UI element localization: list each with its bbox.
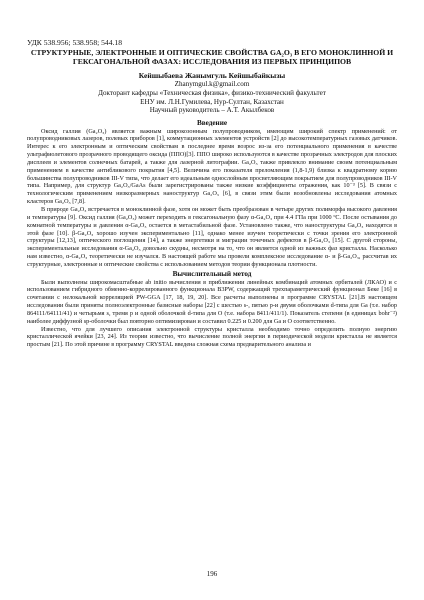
intro-paragraph-2: В природе Ga₂O₃ встречается в моноклинной фазе, хотя он может быть преобразован в четыре других полиморфа высокого давления и температуры [9]. Оксид галлия (Ga₂O₃) может переходить в гексагональную фазу α-Ga₂O₃ при 4.4 ГПа при 1000 ºС. После остывания до комнатной температуры и давления α-Ga₂O₃ остается в метастабильной фазе. Установлено также, что наноструктуры Ga₂O₃ находятся в этой фазе [10]. β-Ga₂O₃ хорошо изучен экспериментально [11], однако менее изучен теоретически с точки зрения его электронной структуры [12,13], оптического поглощения [14], а также энергетики и миграции точечных дефектов в β-Ga₂O₃ [15]. С другой стороны, экспериментальные исследования α-Ga₂O₃ довольно скудны, несмотря на то, что он является одной из важных фаз кристалла. Насколько нам известно, α-Ga₂O₃ теоретически не изучался. В настоящей работе мы провели комплексное исследование α- и β-Ga₂O₃, рассчитав их структурные, электронные и оптические свойства с использованием методов теории функционала плотности. (27, 206, 397, 268)
section-heading-method: Вычислительный метод (172, 269, 252, 278)
section-heading-intro: Введение (196, 118, 228, 127)
author-email: Zhanymgul.k@gmail.com (174, 80, 250, 89)
udc-code: УДК 538.956; 538.958; 544.18 (27, 38, 123, 47)
supervisor-line: Научный руководитель – А.Т. Акылбеков (149, 106, 275, 115)
affiliation-line-2: ЕНУ им. Л.Н.Гумилева, Нур-Султан, Казахстан (140, 97, 284, 106)
paper-title: СТРУКТУРНЫЕ, ЭЛЕКТРОННЫЕ И ОПТИЧЕСКИЕ СВОЙСТВА GA₂O₃ В ЕГО МОНОКЛИННОЙ И ГЕКСАГОНАЛЬНОЙ ФАЗАХ: ИССЛЕДОВАНИЯ ИЗ ПЕРВЫХ ПРИНЦИПОВ (30, 48, 394, 67)
affiliation-line-1: Докторант кафедры «Техническая физика», физико-технический факультет (98, 89, 326, 97)
method-paragraph-2: Известно, что для лучшего описания электронной структуры кристалла необходимо точно определить полную энергию кристаллической ячейки [23, 24]. Из теории известно, что вычисление полной энергии в периодической модели кристалла не является простым [21]. По этой причине в программу CRYSTAL введена сложная схема предварительного анализа и (27, 325, 397, 349)
intro-paragraph-1: Оксид галлия (Ga₂O₃) является важным широкозонным полупроводником, имеющим широкий спектр применений: от полупроводниковых лазеров, полевых приборов [1], коммутационных элементов устройств [2] до высокотемпературных газовых датчиков. Интерес к его электронным и оптическим свойствам в последнее время возрос из-за его потенциального применения в качестве ультрафиолетового прозрачного проводящего оксида (ППО)[3]. ППО широко используются в качестве прозрачных электродов для плоских дисплеев и элементов солнечных батарей, а также для лазерной литографии. Ga₂O₃ также привлекло внимание своим потенциальным применением в качестве антибликового покрытия [4,5]. Величина его показателя преломления (1,8-1,9) близка к квадратному корню большинства полупроводников III-V типа, что делает его идеальным однослойным просветляющим покрытием для полупроводников III-V типа. Например, для структур Ga₂O₃/GaAs были зарегистрированы также низкие коэффициенты отражения, как 10⁻³ [5]. В связи с технологическим применением низкоразмерных наноструктур Ga₂O₃ [6], в связи этим были возобновлены исследования атомных кластеров Ga₂O₃ [7,8]. (27, 127, 397, 206)
method-paragraph-1: Были выполнены широкомасштабные ab initio вычисления в приближении линейных комбинаций атомных орбиталей (ЛКАО) и с использованием гибридного обменно-коррелированного функционала B3PW, содержащий трехпараметрический функционал Беке [16] в сочетании с нелокальной корреляцией PW-GGA [17, 18, 19, 20]. Все расчеты выполнены в программе CRYSTAL [21].В настоящем исследовании были приняты полноэлектронные базисные наборы [22] с шестью s-, пятью p-и двумя оболочками d-типа для Ga (т.е. набор 864111/64111/41) и четырьмя s, тремя p и одной оболочкой d-типа для O (т.е. набора 8411/411/1). Показатель степени (в единицах bohr⁻²) наиболее диффузной sp-оболочки был повторно оптимизирован и составил 0.225 и 0.200 для Ga и O соответственно. (27, 278, 397, 325)
author-name: Кейшыбаева Жанымгуль Кейшыбайкызы (138, 71, 286, 81)
page-number: 196 (206, 570, 218, 578)
